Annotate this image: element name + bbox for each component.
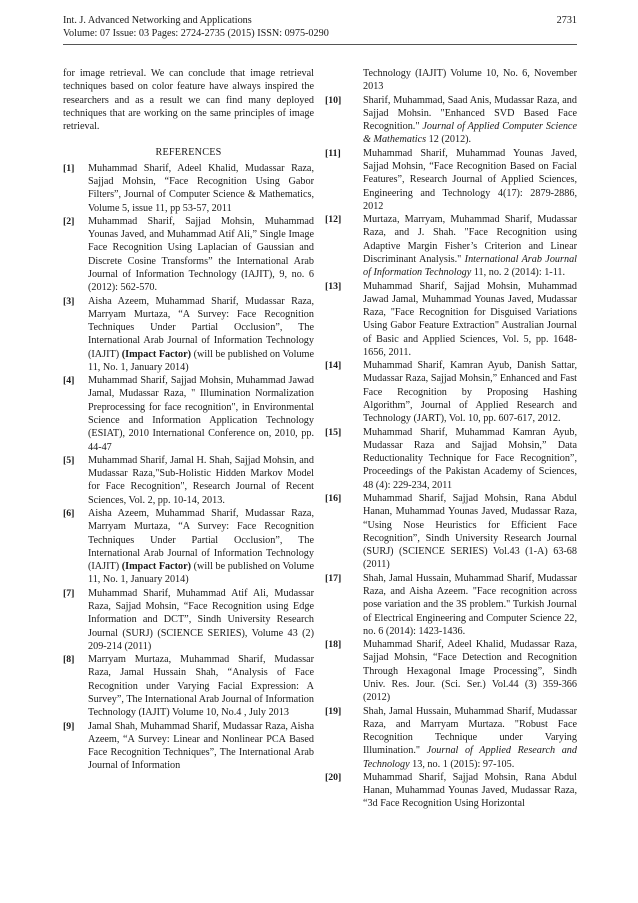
reference-number: [14] — [325, 360, 342, 372]
reference-9-continuation: Technology (IAJIT) Volume 10, No. 6, November 2013 — [363, 68, 577, 93]
reference-number: [2] — [63, 215, 75, 227]
reference-journal-title: Journal of Applied Research and Technology — [363, 745, 577, 770]
reference-text: Muhammad Sharif, Muhammad Atif Ali, Mudassar Raza, Sajjad Mohsin, “Face Recognition using Edge Information and DCT”, Sindh University Research Journal (SURJ) (SCIENCE SERIES), Volume 43 (2) 209-214 (2011) — [88, 587, 314, 652]
reference-journal-title: International Arab Journal of Information Technology — [363, 253, 577, 279]
reference-item — [325, 492, 577, 572]
reference-text: Muhammad Sharif, Kamran Ayub, Danish Sattar, Mudassar Raza, Sajjad Mohsin,” Enhanced and Fast Face Recognition by Proposing Hashing Algorithm”, Journal of Applied Research and Technology (JART), Vol. 10, pp. 607-617, 2012. — [363, 360, 577, 425]
reference-item — [63, 587, 314, 653]
reference-item — [325, 147, 577, 213]
reference-number: [7] — [63, 587, 75, 599]
reference-number: [11] — [325, 147, 341, 159]
reference-number: [15] — [325, 426, 342, 438]
reference-item — [325, 426, 577, 492]
reference-item — [63, 162, 314, 215]
reference-item — [63, 295, 314, 375]
reference-item — [63, 374, 314, 454]
right-column — [325, 67, 577, 811]
reference-text-part: Aisha Azeem, Muhammad Sharif, Mudassar Raza, Marryam Murtaza, “A Survey: Face Recognition Techniques Under Partial Occlusion”, The International Arab Journal of Information Technology (IAJIT) — [88, 295, 314, 360]
reference-item — [63, 720, 314, 773]
reference-item — [63, 454, 314, 507]
reference-text: Muhammad Sharif, Jamal H. Shah, Sajjad Mohsin, and Mudassar Raza,"Sub-Holistic Hidden Markov Model for Face Recognition", Research Journal of Recent Sciences, Vol. 2, pp. 10-14, 2013. — [88, 454, 314, 506]
reference-item — [325, 280, 577, 360]
reference-text-part: (will be published on Volume 11, No. 1, January 2014) — [88, 348, 315, 373]
journal-meta: Volume: 07 Issue: 03 Pages: 2724-2735 (2015) ISSN: 0975-0290 — [63, 28, 329, 39]
references-list-right — [325, 94, 577, 811]
reference-text-part: (will be published on Volume 11, No. 1, January 2014) — [88, 561, 315, 586]
reference-text-part: 11, no. 2 (2014): 1-11. — [471, 267, 566, 279]
reference-number: [12] — [325, 214, 342, 226]
reference-item — [325, 94, 577, 147]
reference-text — [350, 213, 577, 279]
reference-text-part: Sharif, Muhammad, Saad Anis, Mudassar Raza, and Sajjad Mohsin. "Enhanced SVD Based Face Recognition." — [363, 94, 577, 133]
reference-text: Muhammad Sharif, Sajjad Mohsin, Muhammad Younas Javed, and Muhammad Atif Ali,” Single Image Face Recognition Using Laplacian of Gaussian and Discrete Cosine Transforms” the International Arab Journal of Information Technology (IAJIT), 9, no. 6 (2012): 562-570. — [88, 215, 314, 294]
reference-number: [6] — [63, 508, 75, 519]
reference-number: [13] — [325, 280, 342, 292]
reference-number: [18] — [325, 639, 342, 651]
reference-number: [1] — [63, 162, 75, 174]
reference-number: [3] — [63, 295, 75, 307]
reference-number: [5] — [63, 454, 75, 466]
journal-name: Int. J. Advanced Networking and Applications — [63, 15, 252, 26]
reference-text — [88, 295, 314, 375]
reference-item — [325, 705, 577, 771]
reference-item — [63, 215, 314, 295]
page-header — [63, 14, 577, 40]
reference-text: Muhammad Sharif, Sajjad Mohsin, Muhammad Jawad Jamal, Muhammad Younas Javed, Mudassar Raza, "Face Recognition for Disguised Variations Using Gabor Feature Extraction" Australian Journal of Basic and Applied Sciences, Vol. 5, pp. 1648-1656, 2011. — [363, 280, 577, 358]
reference-emphasis-bold: (Impact Factor) — [121, 561, 192, 573]
reference-number: [9] — [63, 720, 75, 732]
reference-text — [350, 94, 577, 147]
reference-item — [325, 359, 577, 425]
reference-text: Marryam Murtaza, Muhammad Sharif, Mudassar Raza, Jamal Hussain Shah, “Analysis of Face Recognition under Varying Facial Expression: A Survey”, The International Arab Journal of Information Technology (IAJIT) Volume 10, No.4 , July 2013 — [88, 654, 314, 719]
reference-item — [63, 507, 314, 587]
header-rule — [63, 44, 577, 45]
reference-number: [4] — [63, 375, 75, 387]
reference-text: Muhammad Sharif, Sajjad Mohsin, Rana Abdul Hanan, Muhammad Younas Javed, Mudassar Raza, “Using Nose Heuristics for Efficient Face Recognition”, Sindh University Research Journal (SURJ) (SCIENCE SERIES) Vol.43 (1-A) 63-68 (2011) — [363, 493, 577, 571]
page-number: 2731 — [556, 15, 577, 26]
reference-text: Muhammad Sharif, Muhammad Younas Javed, Sajjad Mohsin, “Face Recognition Based on Facial Features”, Research Journal of Applied Sciences, Engineering and Technology 4(17): 2879-2886, 2012 — [363, 147, 577, 212]
reference-emphasis-bold: (Impact Factor) — [121, 348, 192, 360]
reference-text: Muhammad Sharif, Sajjad Mohsin, Rana Abdul Hanan, Muhammad Younas Javed, Mudassar Raza, “3d Face Recognition Using Horizontal — [363, 771, 577, 810]
reference-item — [325, 213, 577, 279]
reference-item — [63, 653, 314, 719]
reference-text: Muhammad Sharif, Adeel Khalid, Mudassar Raza, Sajjad Mohsin, “Face Detection and Recognition Through Hexagonal Image Processing”, Sindh Univ. Res. Jour. (Sci. Ser.) Vol.44 (3) 359-366 (2012) — [363, 639, 577, 704]
reference-text: Shah, Jamal Hussain, Muhammad Sharif, Mudassar Raza, and Aisha Azeem. "Face recognition across pose variation and the 3S problem." Turkish Journal of Electrical Engineering and Computer Science 22, no. 6 (2014): 1423-1436. — [363, 572, 577, 637]
reference-text — [350, 705, 577, 771]
reference-item — [325, 572, 577, 638]
reference-text-part: Aisha Azeem, Muhammad Sharif, Mudassar Raza, Marryam Murtaza, “A Survey: Face Recognition Techniques Under Partial Occlusion”, The International Arab Journal of Information Technology (IAJIT) — [88, 508, 314, 573]
reference-item — [325, 638, 577, 704]
reference-text: Muhammad Sharif, Muhammad Kamran Ayub, Mudassar Raza and Sajjad Mohsin,” Data Reductionality Technique for Face Recognition”, Proceedings of the Pakistan Academy of Sciences, 48 (4): 229-234, 2011 — [363, 426, 577, 491]
reference-text-part: Shah, Jamal Hussain, Muhammad Sharif, Mudassar Raza, and Marryam Murtaza. "Robust Face Recognition Technique under Varying Illumination." — [363, 705, 577, 757]
reference-number: [8] — [63, 654, 75, 666]
reference-number: [19] — [325, 705, 342, 717]
reference-text-part: Murtaza, Marryam, Muhammad Sharif, Mudassar Raza, and J. Shah. "Face Recognition using Adaptive Margin Fisher’s Criterion and Linear Discriminant Analysis." — [363, 214, 577, 265]
reference-journal-title: Journal of Applied Computer Science & Mathematics — [363, 121, 577, 146]
reference-text-part: 13, no. 1 (2015): 97-105. — [409, 758, 515, 770]
reference-number: [20] — [325, 771, 342, 783]
reference-text: Jamal Shah, Muhammad Sharif, Mudassar Raza, Aisha Azeem, “A Survey: Linear and Nonlinear PCA Based Face Recognition Techniques”, The International Arab Journal of Information — [88, 720, 314, 772]
reference-text: Muhammad Sharif, Adeel Khalid, Mudassar Raza, Sajjad Mohsin, “Face Recognition Using Gabor Filters”, Journal of Computer Science & Mathematics, Volume 5, issue 11, pp 53-57, 2011 — [88, 162, 314, 214]
reference-number: [17] — [325, 572, 342, 584]
reference-item — [325, 771, 577, 811]
references-heading: REFERENCES — [155, 147, 222, 159]
reference-text: Muhammad Sharif, Sajjad Mohsin, Muhammad Jawad Jamal, Mudassar Raza, " Illumination Normalization Preprocessing for face recognition", in Environmental Science and Information Application Technology (ESIAT), 2010 International Conference on, 2010, pp. 44-47 — [88, 375, 314, 453]
reference-text-part: 12 (2012). — [426, 134, 472, 146]
reference-number: [10] — [325, 94, 342, 106]
references-list-left — [63, 162, 314, 773]
reference-number: [16] — [325, 493, 342, 504]
reference-text — [88, 507, 314, 587]
left-column — [63, 67, 314, 773]
intro-paragraph: for image retrieval. We can conclude that image retrieval techniques based on color feature have always inspired the researchers and as a result we can find many deployed techniques that are working on the same principles of image retrieval. — [63, 68, 314, 133]
